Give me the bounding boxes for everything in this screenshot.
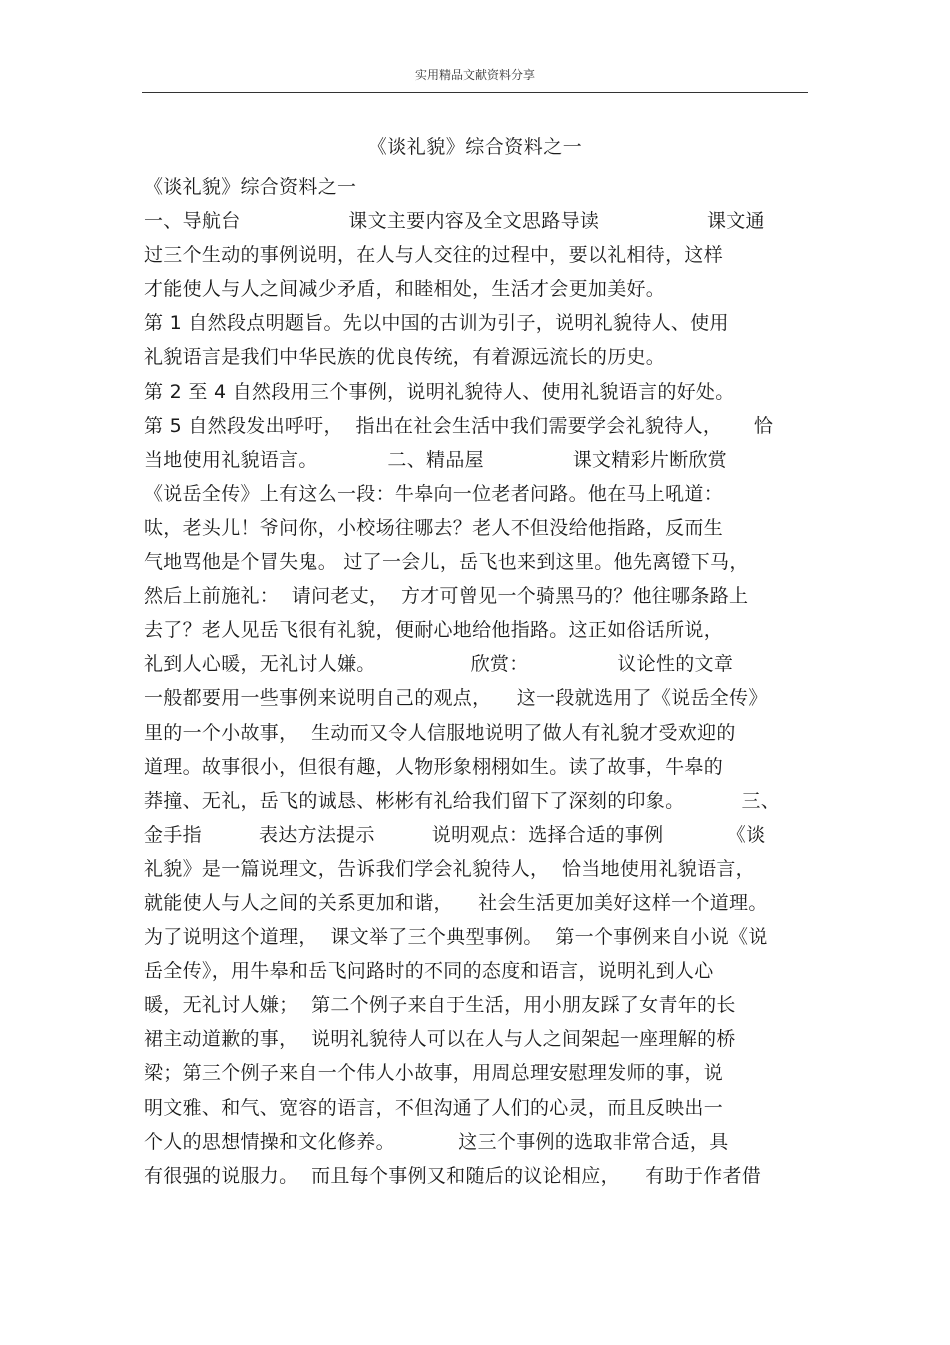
- text-line: 就能使人与人之间的关系更加和谐， 社会生活更加美好这样一个道理。: [144, 891, 768, 914]
- text-line: 岳全传》，用牛皋和岳飞问路时的不同的态度和语言，说明礼到人心: [144, 960, 714, 983]
- text-line: 《谈礼貌》综合资料之一: [144, 176, 357, 198]
- text-line: 梁；第三个例子来自一个伟人小故事，用周总理安慰理发师的事，说: [144, 1062, 724, 1085]
- text-line: 才能使人与人之间减少矛盾，和睦相处，生活才会更加美好。: [144, 278, 666, 301]
- document-title: 《谈礼貌》综合资料之一: [367, 136, 583, 158]
- text-line: 礼貌》是一篇说理文，告诉我们学会礼貌待人， 恰当地使用礼貌语言，: [144, 857, 755, 880]
- text-line: 当地使用礼貌语言。 二、精品屋 课文精彩片断欣赏: [144, 448, 728, 471]
- header-divider: [142, 92, 808, 93]
- text-line: 去了？老人见岳飞很有礼貌，便耐心地给他指路。这正如俗话所说，: [144, 619, 724, 642]
- text-line: 呔，老头儿！爷问你，小校场往哪去？老人不但没给他指路，反而生: [144, 516, 724, 539]
- text-line: 第 1 自然段点明题旨。先以中国的古训为引子，说明礼貌待人、使用: [144, 312, 729, 335]
- text-line: 莽撞、无礼，岳飞的诚恳、彬彬有礼给我们留下了深刻的印象。 三、: [144, 789, 781, 812]
- text-line: 《说岳全传》上有这么一段：牛皋向一位老者问路。他在马上吼道：: [144, 482, 724, 505]
- text-line: 明文雅、和气、宽容的语言，不但沟通了人们的心灵，而且反映出一: [144, 1096, 724, 1119]
- text-line: 个人的思想情操和文化修养。 这三个事例的选取非常合适，具: [144, 1130, 729, 1153]
- text-line: 第 5 自然段发出呼吁， 指出在社会生活中我们需要学会礼貌待人， 恰: [144, 414, 774, 437]
- document-body: [144, 170, 844, 1193]
- text-line: 第 2 至 4 自然段用三个事例，说明礼貌待人、使用礼貌语言的好处。: [144, 380, 735, 403]
- text-line: 有很强的说服力。 而且每个事例又和随后的议论相应， 有助于作者借: [144, 1164, 762, 1187]
- text-line: 过三个生动的事例说明，在人与人交往的过程中，要以礼相待，这样: [144, 244, 724, 267]
- text-line: 然后上前施礼： 请问老丈， 方才可曾见一个骑黑马的？他往哪条路上: [144, 585, 749, 608]
- page-header: 实用精品文献资料分享: [414, 68, 535, 82]
- text-line: 气地骂他是个冒失鬼。 过了一会儿，岳飞也来到这里。他先离镫下马，: [144, 551, 749, 574]
- text-line: 一般都要用一些事例来说明自己的观点， 这一段就选用了《说岳全传》: [144, 687, 768, 710]
- text-line: 里的一个小故事， 生动而又令人信服地说明了做人有礼貌才受欢迎的: [144, 721, 736, 744]
- text-line: 一、导航台 课文主要内容及全文思路导读 课文通: [144, 210, 765, 233]
- text-line: 为了说明这个道理， 课文举了三个典型事例。 第一个事例来自小说《说: [144, 926, 768, 949]
- text-line: 礼到人心暖，无礼讨人嫌。 欣赏： 议论性的文章: [144, 653, 734, 676]
- text-line: 金手指 表达方法提示 说明观点：选择合适的事例 《谈: [144, 823, 766, 846]
- text-line: 裙主动道歉的事， 说明礼貌待人可以在人与人之间架起一座理解的桥: [144, 1028, 736, 1051]
- text-line: 暖，无礼讨人嫌； 第二个例子来自于生活，用小朋友踩了女青年的长: [144, 994, 736, 1017]
- text-line: 道理。故事很小，但很有趣，人物形象栩栩如生。读了故事，牛皋的: [144, 755, 724, 778]
- text-line: 礼貌语言是我们中华民族的优良传统，有着源远流长的历史。: [144, 346, 666, 369]
